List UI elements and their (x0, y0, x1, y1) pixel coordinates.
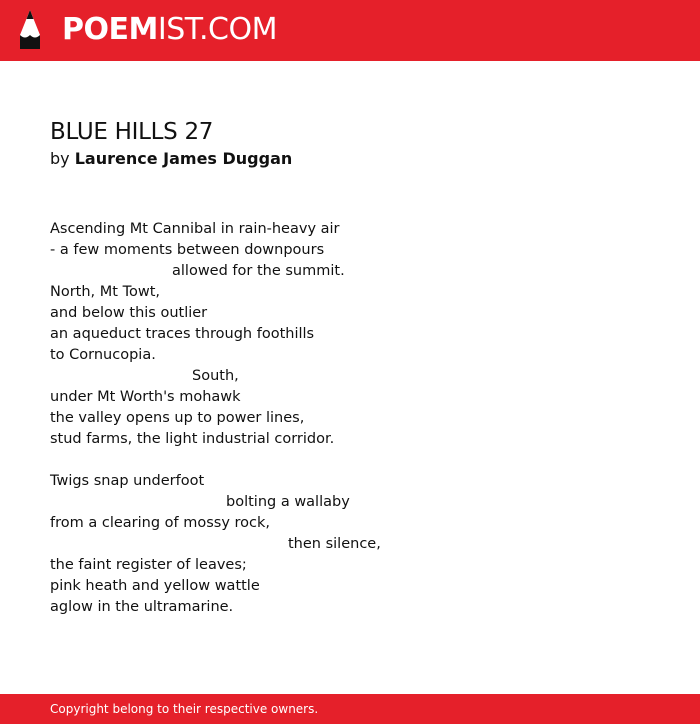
by-label: by (50, 149, 70, 168)
poem-line: to Cornucopia. (50, 347, 156, 363)
poem-line (50, 450, 650, 471)
poem-line: Twigs snap underfoot (50, 473, 205, 489)
poem-line: - a few moments between downpours (50, 242, 325, 258)
poem-body (50, 219, 650, 618)
pencil-tip-icon[interactable] (17, 9, 43, 51)
poem-title: BLUE HILLS 27 (50, 119, 214, 145)
poem-line: an aqueduct traces through foothills (50, 326, 315, 342)
brand-bold: POEM (62, 12, 158, 47)
poem-byline (50, 149, 292, 169)
site-logo-text[interactable] (62, 10, 277, 50)
poem-line: then silence, (288, 536, 381, 552)
poem-line: the valley opens up to power lines, (50, 410, 305, 426)
copyright-notice: Copyright belong to their respective owners. (50, 702, 319, 716)
site-footer (0, 694, 700, 724)
poem-line: and below this outlier (50, 305, 208, 321)
poem-line: aglow in the ultramarine. (50, 599, 234, 615)
poem-line: bolting a wallaby (226, 494, 350, 510)
poem-line: allowed for the summit. (172, 263, 345, 279)
poem-line: South, (192, 368, 239, 384)
poem-line: stud farms, the light industrial corridor. (50, 431, 335, 447)
poem-line: Ascending Mt Cannibal in rain-heavy air (50, 221, 340, 237)
poem-line: under Mt Worth's mohawk (50, 389, 241, 405)
poem-line: the faint register of leaves; (50, 557, 247, 573)
poem-line: North, Mt Towt, (50, 284, 160, 300)
site-header (0, 0, 700, 61)
author-name: Laurence James Duggan (74, 149, 293, 168)
poem-line: from a clearing of mossy rock, (50, 515, 271, 531)
brand-light: IST.COM (157, 12, 277, 47)
poem-line: pink heath and yellow wattle (50, 578, 260, 594)
